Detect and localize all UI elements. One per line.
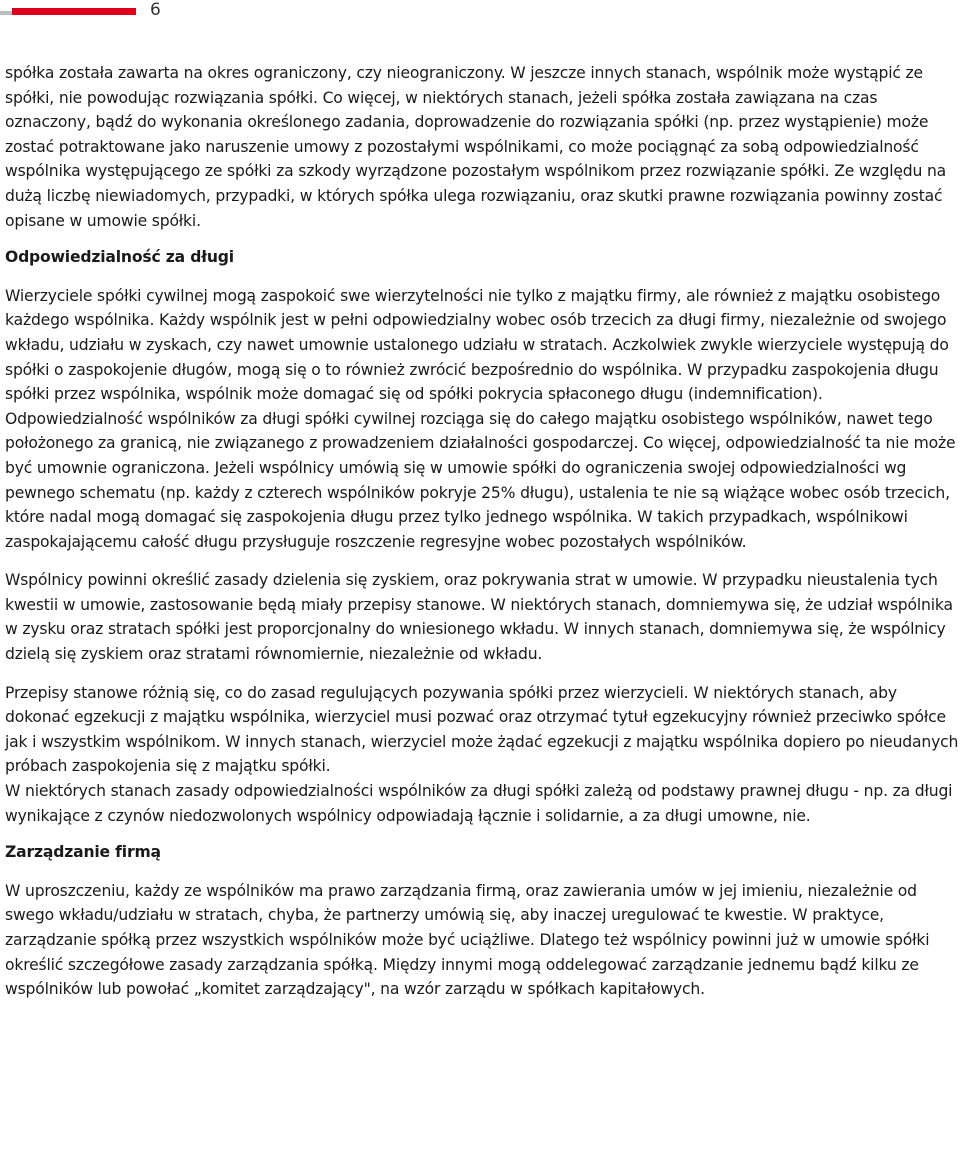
paragraph-intro: spółka została zawarta na okres ograniczony, czy nieograniczony. W jeszcze innych stanach, wspólnik może wystąpić ze spółki, nie powodując rozwiązania spółki. Co więcej, w niektórych stanach, jeżeli spółka została zawiązana na czas oznaczony, bądź do wykonania określonego zadania, doprowadzenie do rozwiązania spółki (np. przez wystąpienie) może zostać potraktowane jako naruszenie umowy z pozostałymi wspólnikami, co może pociągnąć za sobą odpowiedzialność wspólnika występującego ze spółki za szkody wyrządzone pozostałym wspólnikom przez rozwiązanie spółki. Ze względu na dużą liczbę niewiadomych, przypadki, w których spółka ulega rozwiązaniu, oraz skutki prawne rozwiązania powinny zostać opisane w umowie spółki.: [5, 64, 947, 230]
heading-liability: Odpowiedzialność za długi: [5, 248, 234, 267]
paragraph-gap: [5, 554, 960, 568]
paragraph-liability-1: Wierzyciele spółki cywilnej mogą zaspokoić swe wierzytelności nie tylko z majątku firmy, ale również z majątku osobistego każdego wspólnika. Każdy wspólnik jest w pełni odpowiedzialny wobec osób trzecich za długi firmy, niezależnie od swojego wkładu, udziału w zyskach, czy nawet umownie ustalonego udziału w stratach. Aczkolwiek zwykle wierzyciele występują do spółki o zaspokojenie długów, mogą się o to również zwrócić bezpośrednio do wspólnika. W przypadku zaspokojenia długu spółki przez wspólnika, wspólnik może domagać się od spółki pokrycia spłaconego długu (indemnification). Odpowiedzialność wspólników za długi spółki cywilnej rozciąga się do całego majątku osobistego wspólników, nawet tego położonego za granicą, nie związanego z prowadzeniem działalności gospodarczej. Co więcej, odpowiedzialność ta nie może być umownie ograniczona. Jeżeli wspólnicy umówią się w umowie spółki do ograniczenia swojej odpowiedzialności wg pewnego schematu (np. każdy z czterech wspólników pokryje 25% długu), ustalenia te nie są wiążące wobec osób trzecich, które nadal mogą domagać się zaspokojenia długu przez tylko jednego wspólnika. W takich przypadkach, wspólnikowi zaspokajającemu całość długu przysługuje roszczenie regresyjne wobec pozostałych wspólników.: [5, 286, 956, 551]
paragraph-gap: [5, 667, 960, 681]
header-rule-red: [12, 8, 136, 15]
heading-management: Zarządzanie firmą: [5, 843, 161, 862]
page-header: [0, 0, 960, 24]
page-number: 6: [150, 0, 161, 20]
paragraph-liability-2: Wspólnicy powinni określić zasady dzielenia się zyskiem, oraz pokrywania strat w umowie. W przypadku nieustalenia tych kwestii w umowie, zastosowanie będą miały przepisy stanowe. W niektórych stanach, domniemywa się, że udział wspólnika w zysku oraz stratach spółki jest proporcjonalny do wniesionego wkładu. W innych stanach, domniemywa się, że wspólnicy dzielą się zyskiem oraz stratami równomiernie, niezależnie od wkładu.: [5, 571, 953, 664]
document-body: [5, 61, 960, 1002]
header-rule-gray: [0, 11, 12, 15]
paragraph-management-1: W uproszczeniu, każdy ze wspólników ma prawo zarządzania firmą, oraz zawierania umów w jej imieniu, niezależnie od swego wkładu/udziału w stratach, chyba, że partnerzy umówią się, aby inaczej uregulować te kwestie. W praktyce, zarządzanie spółką przez wszystkich wspólników może być uciążliwe. Dlatego też wspólnicy powinni już w umowie spółki określić szczegółowe zasady zarządzania spółką. Między innymi mogą oddelegować zarządzanie jednemu bądź kilku ze wspólników lub powołać „komitet zarządzający", na wzór zarządu w spółkach kapitałowych.: [5, 881, 930, 999]
paragraph-liability-3: Przepisy stanowe różnią się, co do zasad regulujących pozywania spółki przez wierzycieli. W niektórych stanach, aby dokonać egzekucji z majątku wspólnika, wierzyciel musi pozwać oraz otrzymać tytuł egzekucyjny również przeciwko spółce jak i wszystkim wspólnikom. W innych stanach, wierzyciel może żądać egzekucji z majątku wspólnika dopiero po nieudanych próbach zaspokojenia się z majątku spółki.: [5, 683, 959, 776]
paragraph-liability-4: W niektórych stanach zasady odpowiedzialności wspólników za długi spółki zależą od podstawy prawnej długu - np. za długi wynikające z czynów niedozwolonych wspólnicy odpowiadają łącznie i solidarnie, a za długi umowne, nie.: [5, 782, 953, 825]
